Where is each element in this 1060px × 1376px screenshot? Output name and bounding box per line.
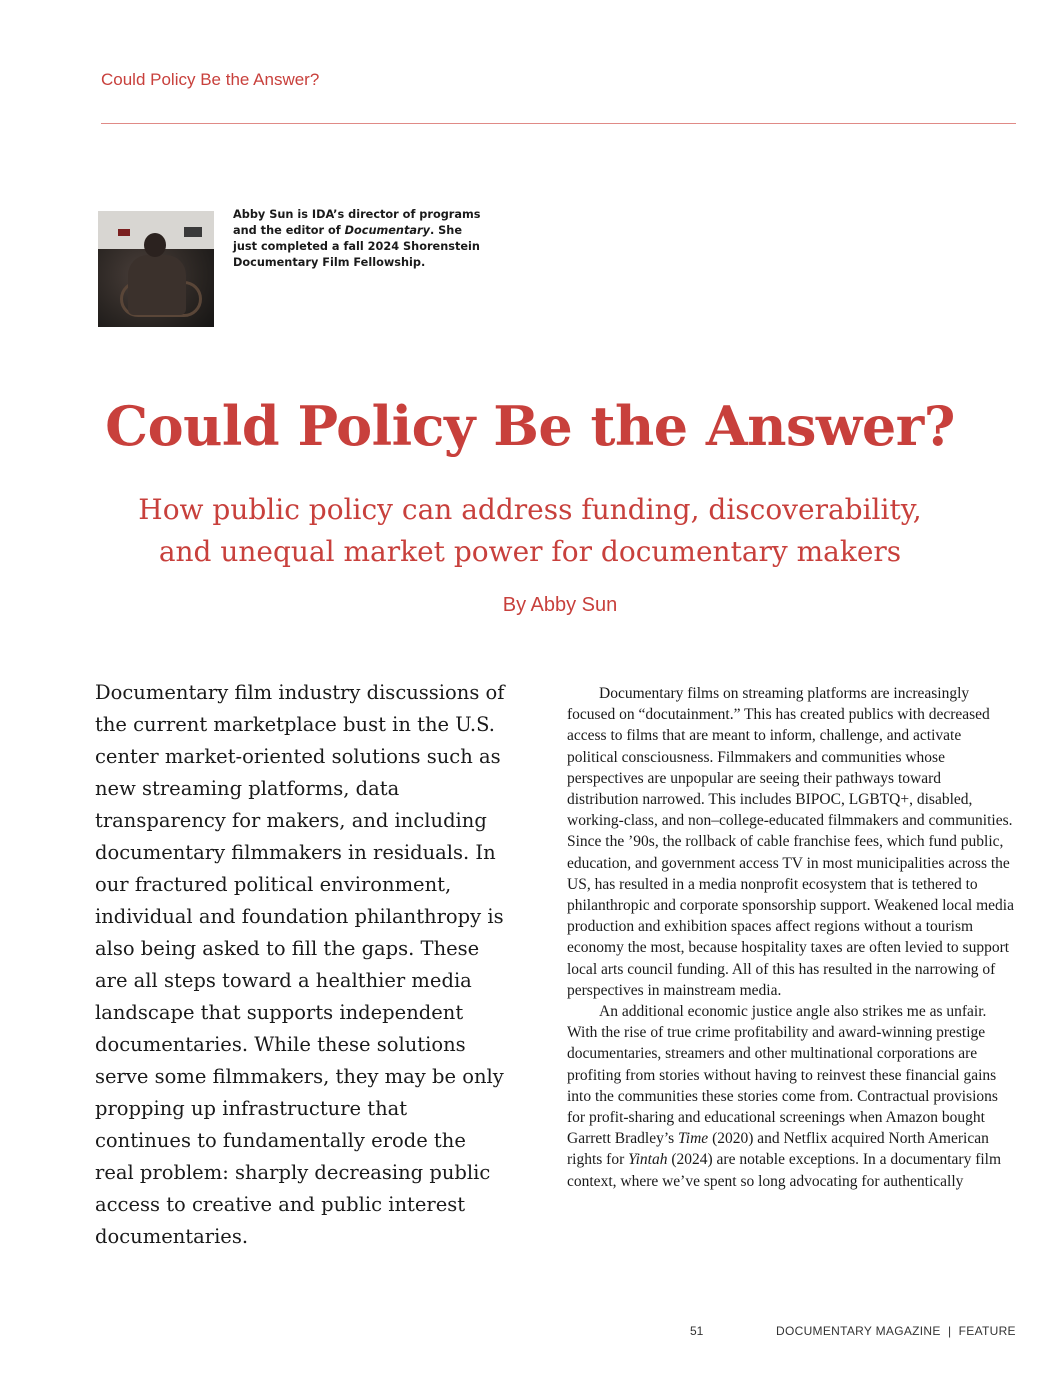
author-photo: [98, 211, 214, 327]
lede-paragraph: Documentary film industry discussions of the current marketplace bust in the U.S. center market-oriented solutions such as new streaming platforms, data transparency for makers, and including documentary filmmakers in residuals. In our fractured political environment, individual and foundation philanthropy is also being asked to fill the gaps. These are all steps toward a healthier media landscape that supports independent documentaries. While these solutions serve some filmmakers, they may be only propping up infrastructure that continues to fundamentally erode the real problem: sharply decreasing public access to creative and public interest documentaries.: [95, 681, 505, 1248]
header-rule: [101, 123, 1016, 124]
article-subtitle: How public policy can address funding, discoverability, and unequal market power for documentary makers: [138, 493, 922, 568]
body-paragraph: Documentary films on streaming platforms are increasingly focused on “docutainment.” This has created publics with decreased access to films that are meant to inform, challenge, and activate political consciousness. Filmmakers and communities whose perspectives are unpopular are seeing their pathways toward distribution narrowed. This includes BIPOC, LGBTQ+, disabled, working-class, and non–college-educated filmmakers and communities. Since the ’90s, the rollback of cable franchise fees, which fund public, education, and government access TV in most municipalities across the US, has resulted in a media nonprofit ecosystem that is tethered to philanthropic and corporate sponsorship support. Weakened local media production and exhibition spaces affect regions without a tourism economy the most, because hospitality taxes are often levied to support local arts council funding. All of this has resulted in the narrowing of perspectives in mainstream media.: [567, 685, 1014, 999]
article-title: Could Policy Be the Answer?: [105, 394, 955, 458]
byline: By Abby Sun: [502, 594, 618, 616]
film-title: Yintah: [628, 1151, 668, 1169]
body-column: [567, 683, 1014, 1192]
author-bio: Abby Sun is IDA’s director of programs and the editor of Documentary. She just completed a fall 2024 Shorenstein Documentary Film Fellowship.: [233, 208, 481, 269]
publication-name: Documentary: [344, 224, 430, 237]
film-title: Time: [678, 1130, 709, 1148]
body-paragraph: An additional economic justice angle also strikes me as unfair. With the rise of true crime profitability and award-winning prestige documentaries, streamers and other multinational corporations are profiting from stories without having to reinvest these financial gains into the communities these stories come from. Contractual provisions for profit-sharing and educational screenings when Amazon bought Garrett Bradley’s Time (2020) and Netflix acquired North American rights for Yintah (2024) are notable exceptions. In a documentary film context, where we’ve spent so long advocating for authentically: [567, 1003, 1002, 1190]
running-head: Could Policy Be the Answer?: [101, 70, 320, 89]
footer-publication: DOCUMENTARY MAGAZINE | FEATURE: [776, 1324, 1016, 1338]
page-number: 51: [690, 1324, 704, 1338]
